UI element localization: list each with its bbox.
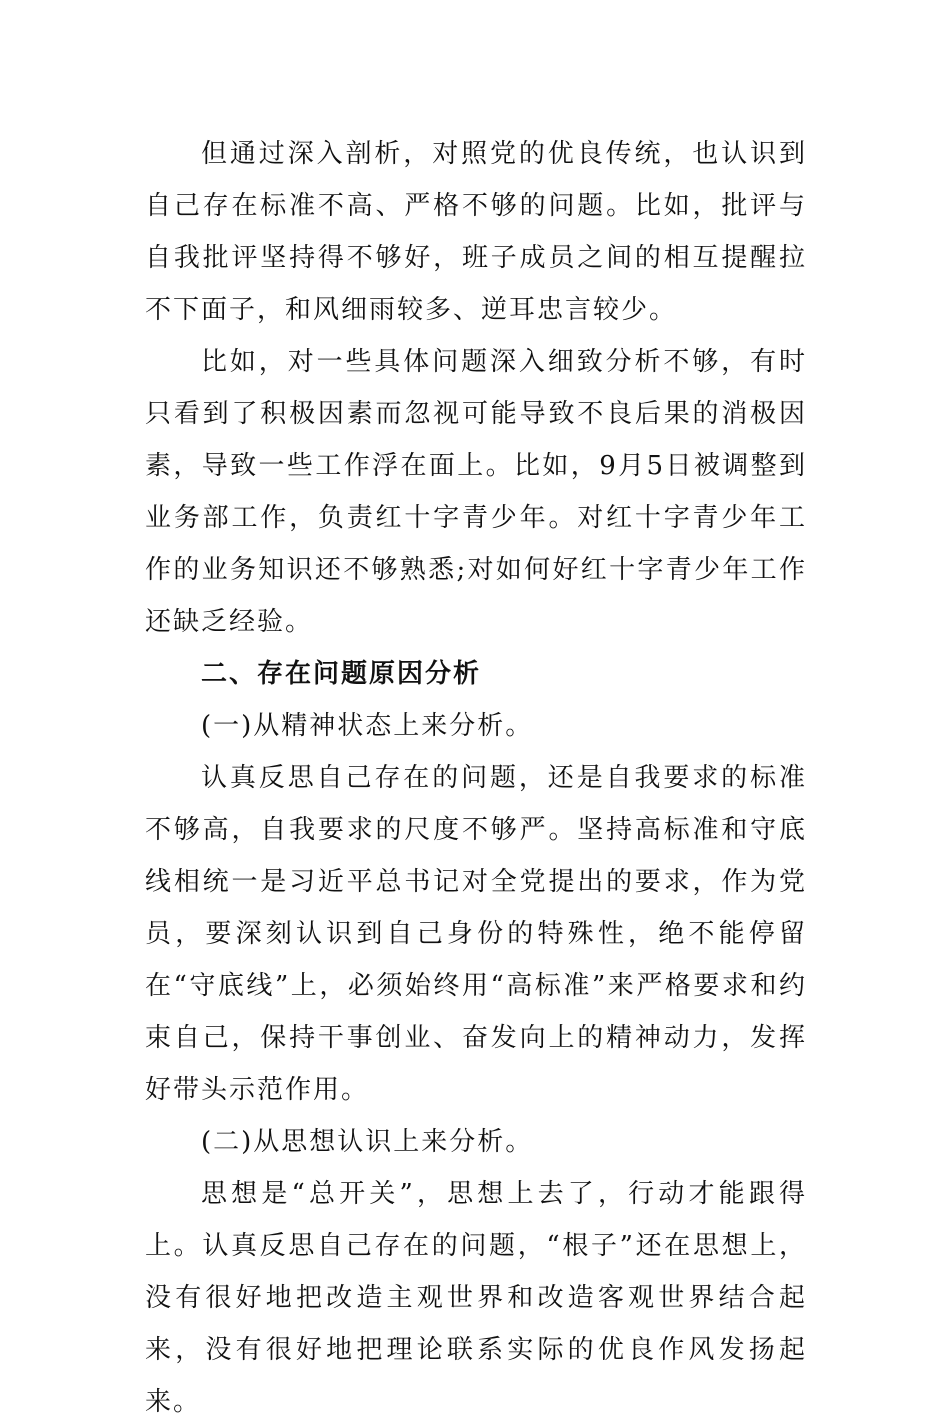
subsection-heading: (一)从精神状态上来分析。	[201, 711, 534, 741]
subsection-heading: (二)从思想认识上来分析。	[201, 1127, 534, 1157]
section-heading: 二、存在问题原因分析	[201, 659, 482, 689]
paragraph: 思想是“总开关”，思想上去了，行动才能跟得上。认真反思自己存在的问题，“根子”还在思想上，没有很好地把改造主观世界和改造客观世界结合起来，没有很好地把理论联系实际的优良作风发扬起来。	[145, 1179, 807, 1417]
paragraph: 认真反思自己存在的问题，还是自我要求的标准不够高，自我要求的尺度不够严。坚持高标准和守底线相统一是习近平总书记对全党提出的要求，作为党员，要深刻认识到自己身份的特殊性，绝不能停留在“守底线”上，必须始终用“高标准”来严格要求和约束自己，保持干事创业、奋发向上的精神动力，发挥好带头示范作用。	[145, 763, 807, 1105]
paragraph: 但通过深入剖析，对照党的优良传统，也认识到自己存在标准不高、严格不够的问题。比如，批评与自我批评坚持得不够好，班子成员之间的相互提醒拉不下面子，和风细雨较多、逆耳忠言较少。	[145, 139, 807, 325]
paragraph: 比如，对一些具体问题深入细致分析不够，有时只看到了积极因素而忽视可能导致不良后果的消极因素，导致一些工作浮在面上。比如，9月5日被调整到业务部工作，负责红十字青少年。对红十字青少年工作的业务知识还不够熟悉;对如何好红十字青少年工作还缺乏经验。	[145, 347, 807, 637]
document-body	[145, 128, 807, 1428]
